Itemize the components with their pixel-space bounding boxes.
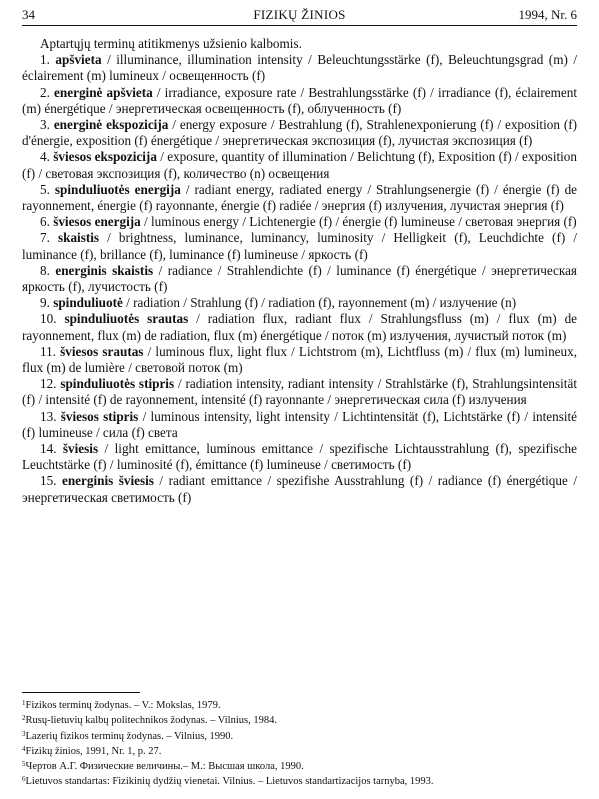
footnote-mark: 1 <box>22 699 26 707</box>
term-translations: / irradiance, exposure rate / Bestrahlungsstärke (f) / irradiance (f), éclairement (m) énergétique / энергетическая освещенность (f), облученность (f) <box>22 84 577 116</box>
footnote-item <box>22 697 577 712</box>
term-number: 10. <box>40 311 65 327</box>
footnote-text: Rusų-lietuvių kalbų politechnikos žodynas. – Vilnius, 1984. <box>25 715 277 727</box>
term-lithuanian: šviesos ekspozicija <box>53 149 157 165</box>
term-entry <box>22 182 577 214</box>
term-number: 6. <box>40 214 54 230</box>
term-translations: / luminous energy / Lichtenergie (f) / énergie (f) lumineuse / световая энергия (f) <box>140 214 577 230</box>
footnote-text: Lietuvos standartas: Fizikinių dydžių vienetai. Vilnius. – Lietuvos standartizacijos tarnyba, 1993. <box>25 776 434 788</box>
footnote-text: Fizikos terminų žodynas. – V.: Mokslas, 1979. <box>25 700 221 711</box>
term-lithuanian: šviesis <box>62 441 99 457</box>
term-lithuanian: energinė apšvieta <box>54 84 153 100</box>
term-translations: / luminous flux, light flux / Lichtstrom (m), Lichtfluss (m) / flux (m) lumineux, flux (m) de lumière / световой поток (m) <box>22 343 578 376</box>
term-number: 4. <box>40 149 54 165</box>
term-translations: / energy exposure / Bestrahlung (f), Strahlenexponierung (f) / exposition (f) d'énergie, exposition (f) énergétique / энергетическая экспозиция (f), лучистая экспозиция (f) <box>22 117 578 149</box>
term-lithuanian: energinis skaistis <box>55 262 154 278</box>
term-translations: / brightness, luminance, luminancy, luminosity / Helligkeit (f), Leuchdichte (f) / luminance (f), brillance (f), luminance (f) lumineuse / яркость (f) <box>22 230 577 262</box>
term-entry <box>22 85 577 117</box>
term-entry <box>22 52 577 84</box>
term-translations: / light emittance, luminous emittance / spezifische Lichtausstrahlung (f), spezifische Leuchtstärke (f) / luminosité (f), émittance (f) lumineuse / светимость (f) <box>22 441 577 473</box>
term-number: 12. <box>40 376 61 392</box>
term-lithuanian: šviesos srautas <box>60 343 144 359</box>
footnote-text: Fizikų žinios, 1991, Nr. 1, p. 27. <box>25 745 162 757</box>
term-number: 5. <box>40 181 55 197</box>
term-number: 1. <box>40 52 56 68</box>
term-translations: / illuminance, illumination intensity / Beleuchtungsstärke (f), Beleuchtungsgrad (m) / éclairement (m) lumineux / освещенность (f) <box>22 52 578 84</box>
term-number: 2. <box>40 84 55 100</box>
article-body <box>22 36 577 506</box>
term-lithuanian: spinduliuotės energija <box>54 181 181 197</box>
journal-title: FIZIKŲ ŽINIOS <box>253 7 346 22</box>
term-entry <box>22 230 577 262</box>
term-lithuanian: skaistis <box>58 230 100 246</box>
footnote-rule <box>22 692 140 693</box>
page-header <box>22 6 577 24</box>
term-entry <box>22 311 577 343</box>
footnote-mark: 4 <box>22 744 26 753</box>
term-translations: / radiation flux, radiant flux / Strahlungsfluss (m) / flux (m) de rayonnement, flux (m) de radiation, flux (m) énergétique / поток (m) излучения, лучистый поток (m) <box>22 311 578 343</box>
term-translations: / radiation / Strahlung (f) / radiation (f), rayonnement (m) / излучение (n) <box>122 295 517 311</box>
term-translations: / radiant emittance / spezifishe Ausstrahlung (f) / radiance (f) énergétique / энергетическая светимость (f) <box>22 473 578 505</box>
footnote-mark: 3 <box>22 729 26 738</box>
footnotes <box>22 697 577 789</box>
term-lithuanian: spinduliuotės srautas <box>64 311 189 327</box>
term-entry <box>22 344 577 376</box>
term-entry <box>22 214 577 230</box>
term-number: 9. <box>40 295 54 311</box>
term-translations: / exposure, quantity of illumination / Belichtung (f), Exposition (f) / exposition (f) / световая экспозиция (f), количество (n) освещения <box>22 149 577 181</box>
term-entry <box>22 409 577 441</box>
term-translations: / luminous intensity, light intensity / Lichtintensität (f), Lichtstärke (f) / intensité (f) lumineuse / сила (f) света <box>22 408 578 440</box>
page-number: 34 <box>22 7 35 22</box>
intro-paragraph: Aptartųjų terminų atitikmenys užsienio kalbomis. <box>40 36 302 51</box>
footnote-item <box>22 712 577 727</box>
footnote-mark: 6 <box>22 775 26 784</box>
issue-info: 1994, Nr. 6 <box>518 7 577 22</box>
footnote-item <box>22 773 577 788</box>
header-rule <box>22 25 577 26</box>
term-list <box>22 52 577 506</box>
footnote-item <box>22 758 577 773</box>
term-entry <box>22 441 577 473</box>
footnote-item <box>22 728 577 743</box>
term-lithuanian: šviesos stipris <box>60 408 139 424</box>
footnote-text: Lazerių fizikos terminų žodynas. – Vilnius, 1990. <box>25 730 234 742</box>
term-translations: / radiation intensity, radiant intensity / Strahlstärke (f), Strahlungsintensität (f) / intensité (f) de rayonnement, intensité (f) rayonnante / энергетическая сила (f) излучения <box>22 376 577 408</box>
term-number: 13. <box>40 408 61 424</box>
term-entry <box>22 263 577 295</box>
term-translations: / radiance / Strahlendichte (f) / luminance (f) énergétique / энергетическая яркость (f), лучистость (f) <box>22 262 577 295</box>
term-lithuanian: energinė ekspozicija <box>53 117 169 133</box>
term-entry <box>22 149 577 181</box>
term-number: 3. <box>40 117 54 133</box>
term-entry <box>22 473 577 505</box>
term-translations: / radiant energy, radiated energy / Strahlungsenergie (f) / énergie (f) de rayonnement, énergie (f) rayonnante, énergie (f) radiée / энергия (f) излучения, лучистая энергия (f) <box>22 181 578 214</box>
term-number: 15. <box>40 473 62 489</box>
term-entry <box>22 117 577 149</box>
footnote-mark: 5 <box>22 760 26 769</box>
footnote-mark: 2 <box>22 714 26 723</box>
footnote-item <box>22 743 577 758</box>
term-number: 7. <box>40 230 58 246</box>
term-number: 8. <box>40 262 56 278</box>
term-number: 11. <box>40 343 61 359</box>
term-entry <box>22 295 577 311</box>
term-number: 14. <box>40 441 63 457</box>
footnote-text: Чертов А.Г. Физические величины.– М.: Высшая школа, 1990. <box>25 761 304 773</box>
term-lithuanian: energinis šviesis <box>61 473 154 489</box>
term-lithuanian: šviesos energija <box>53 214 141 230</box>
term-entry <box>22 376 577 408</box>
term-lithuanian: spinduliuotės stipris <box>60 376 175 392</box>
term-lithuanian: apšvieta <box>55 52 102 68</box>
term-lithuanian: spinduliuotė <box>53 295 123 311</box>
